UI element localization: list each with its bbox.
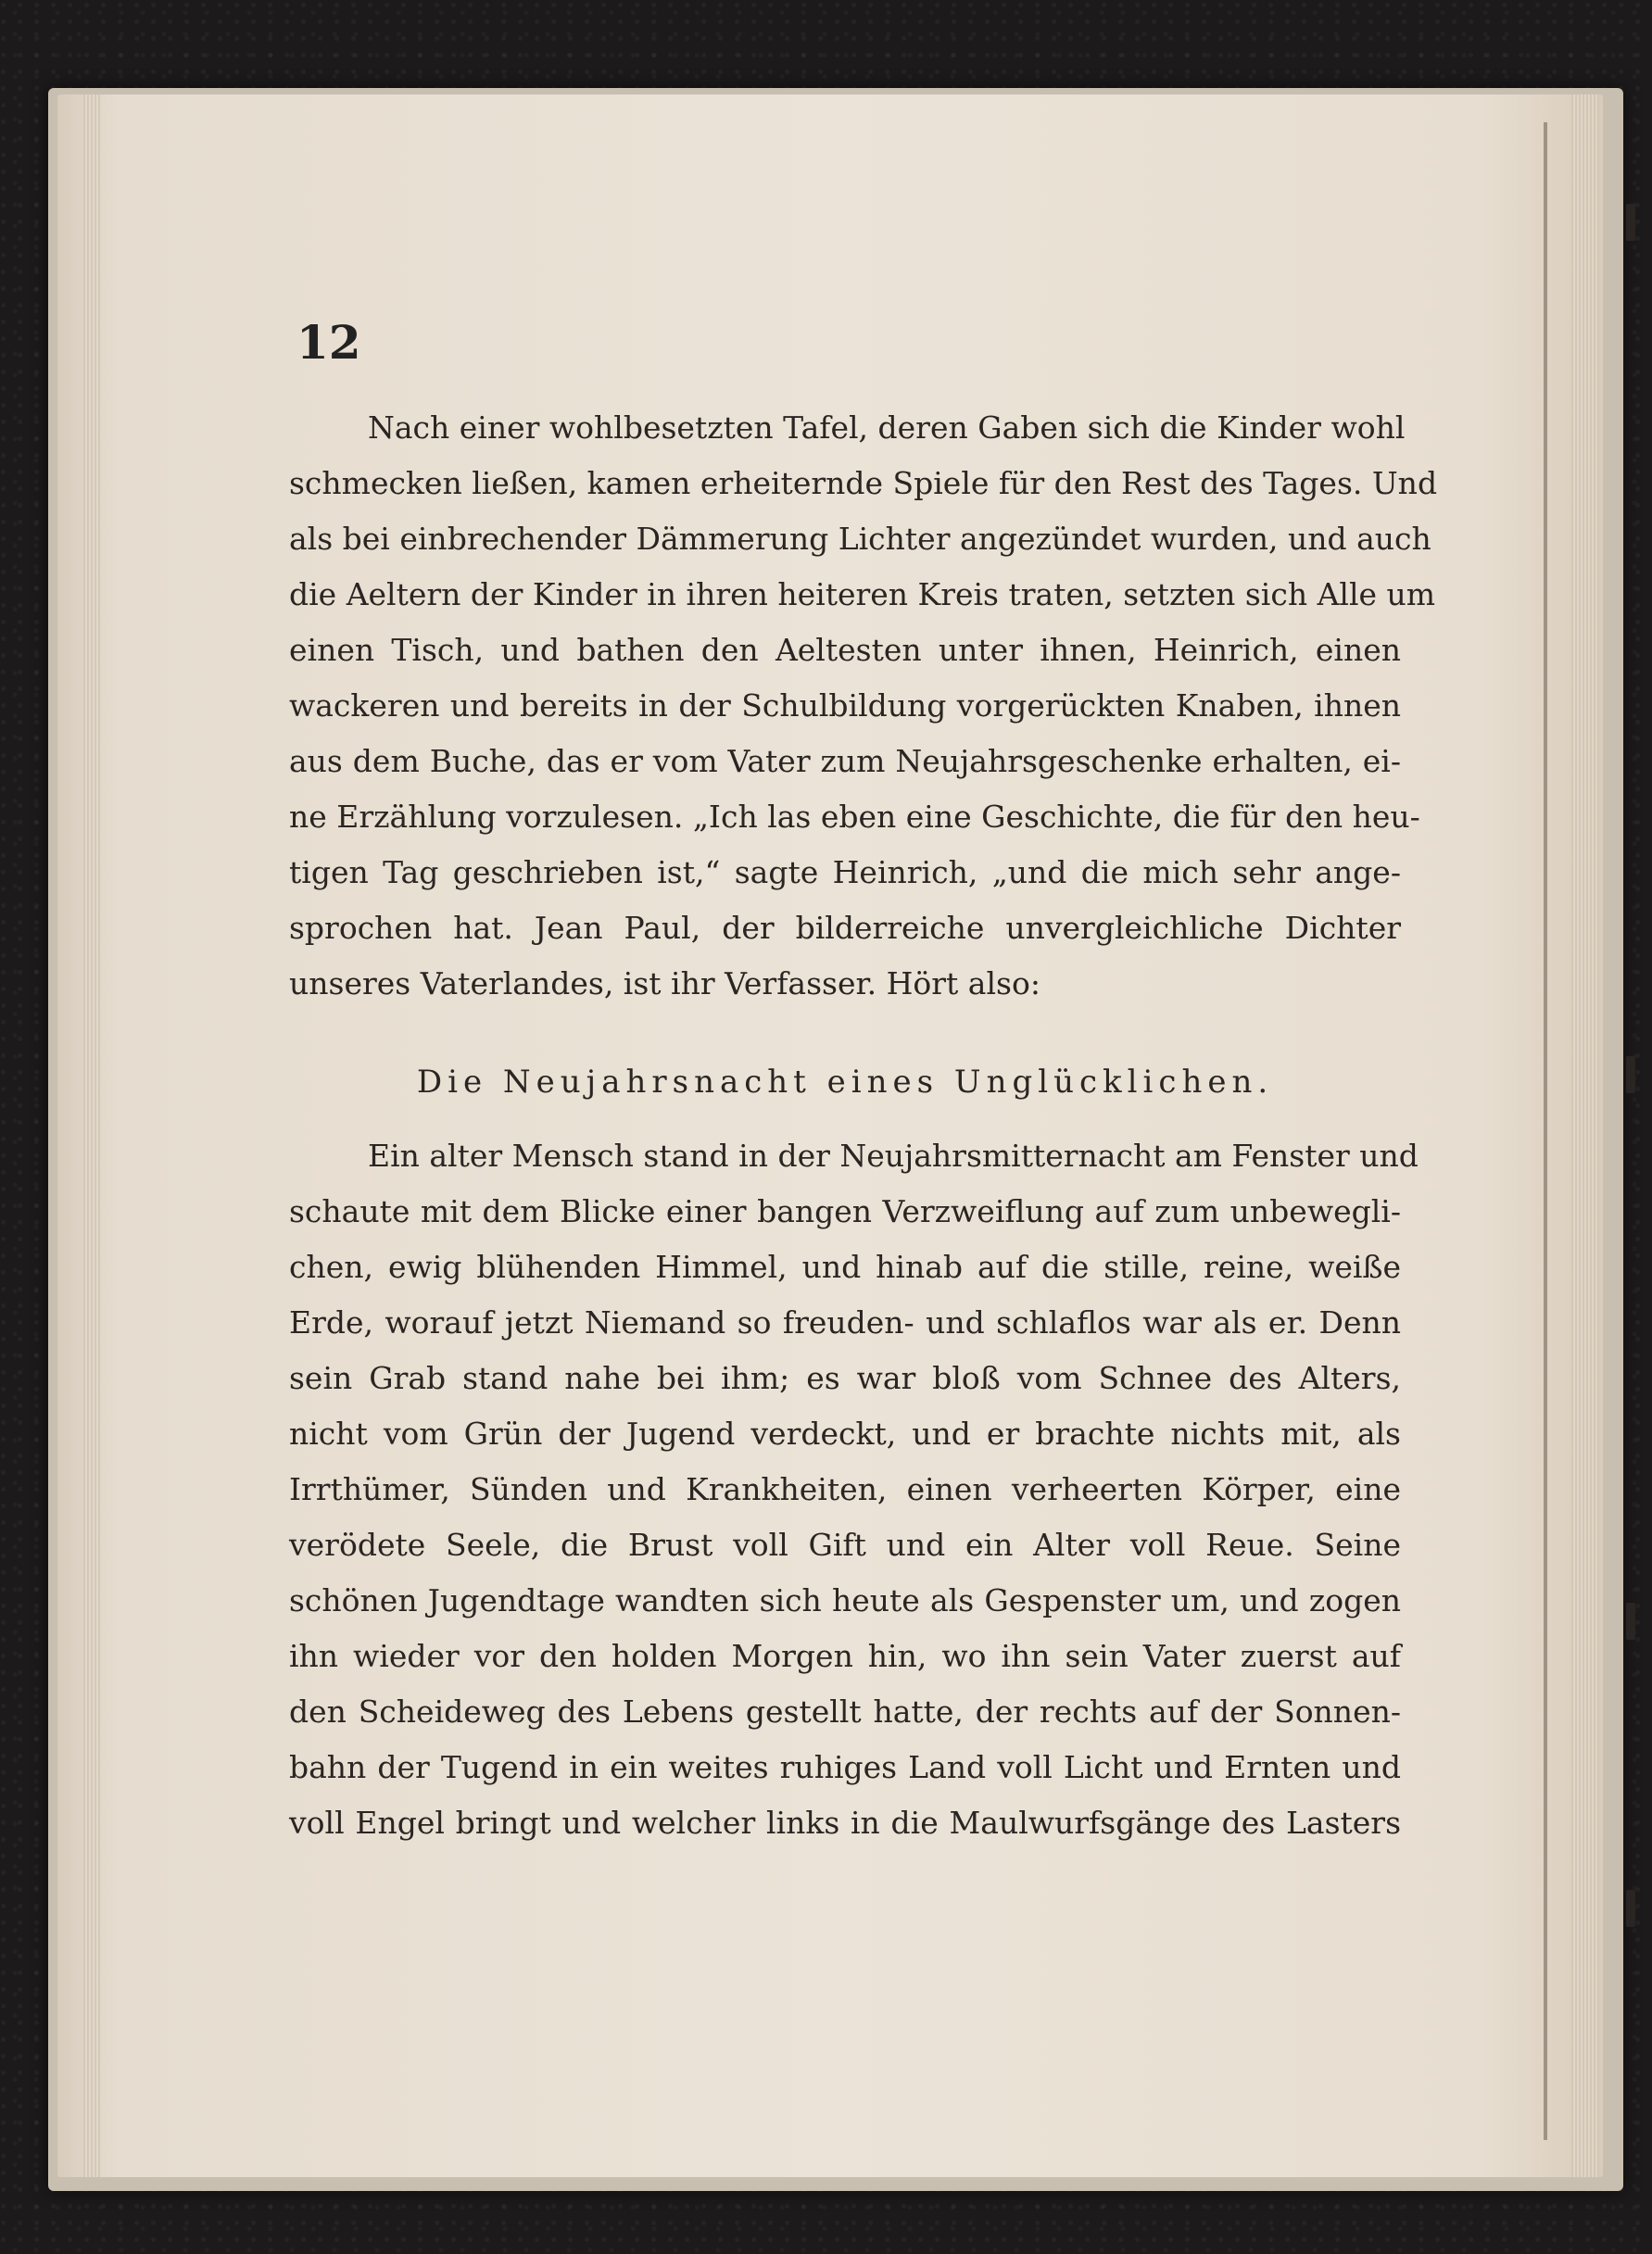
paragraph-intro bbox=[289, 400, 1438, 1012]
text-line: sprochen hat. Jean Paul, der bilderreiche unvergleichliche Dichter bbox=[289, 910, 1401, 946]
text-line: ihn wieder vor den holden Morgen hin, wo ihn sein Vater zuerst auf bbox=[289, 1638, 1401, 1674]
binding-line bbox=[1544, 122, 1547, 2140]
text-line: die Aeltern der Kinder in ihren heiteren Kreis traten, setzten sich Alle um bbox=[289, 576, 1436, 612]
binding-thread-mark bbox=[1626, 1603, 1635, 1640]
text-line: aus dem Buche, das er vom Vater zum Neujahrsgeschenke erhalten, ei- bbox=[289, 743, 1401, 779]
text-line: schönen Jugendtage wandten sich heute als Gespenster um, und zogen bbox=[289, 1582, 1401, 1618]
text-line: wackeren und bereits in der Schulbildung vorgerückten Knaben, ihnen bbox=[289, 687, 1401, 724]
page-edge-left bbox=[83, 94, 102, 2177]
text-line: unseres Vaterlandes, ist ihr Verfasser. Hört also: bbox=[289, 965, 1040, 1001]
text-line: Irrthümer, Sünden und Krankheiten, einen verheerten Körper, eine bbox=[289, 1471, 1401, 1507]
text-line: Ein alter Mensch stand in der Neujahrsmitternacht am Fenster und bbox=[368, 1138, 1419, 1174]
text-line: voll Engel bringt und welcher links in die Maulwurfsgänge des Lasters bbox=[289, 1805, 1401, 1841]
page-number: 12 bbox=[296, 315, 361, 370]
section-heading: Die Neujahrsnacht eines Unglücklichen. bbox=[416, 1064, 1274, 1101]
text-line: einen Tisch, und bathen den Aeltesten unter ihnen, Heinrich, einen bbox=[289, 632, 1401, 668]
text-line: verödete Seele, die Brust voll Gift und ein Alter voll Reue. Seine bbox=[289, 1527, 1401, 1563]
binding-thread-mark bbox=[1626, 1056, 1635, 1093]
text-line: ne Erzählung vorzulesen. „Ich las eben eine Geschichte, die für den heu- bbox=[289, 799, 1420, 835]
binding-thread-mark bbox=[1626, 204, 1635, 241]
text-line: als bei einbrechender Dämmerung Lichter angezündet wurden, und auch bbox=[289, 521, 1431, 557]
text-line: den Scheideweg des Lebens gestellt hatte, der rechts auf der Sonnen- bbox=[289, 1694, 1401, 1730]
paragraph-story bbox=[289, 1128, 1419, 1851]
text-line: sein Grab stand nahe bei ihm; es war bloß vom Schnee des Alters, bbox=[289, 1360, 1401, 1396]
text-line: Erde, worauf jetzt Niemand so freuden- und schlaflos war als er. Denn bbox=[289, 1304, 1401, 1341]
text-line: schaute mit dem Blicke einer bangen Verzweiflung auf zum unbewegli- bbox=[289, 1193, 1401, 1229]
text-line: Nach einer wohlbesetzten Tafel, deren Gaben sich die Kinder wohl bbox=[368, 409, 1406, 446]
page-edge-right bbox=[1571, 94, 1599, 2177]
text-line: tigen Tag geschrieben ist,“ sagte Heinrich, „und die mich sehr ange- bbox=[289, 854, 1401, 890]
text-line: nicht vom Grün der Jugend verdeckt, und er brachte nichts mit, als bbox=[289, 1416, 1401, 1452]
binding-thread-mark bbox=[1626, 1890, 1635, 1927]
text-line: bahn der Tugend in ein weites ruhiges Land voll Licht und Ernten und bbox=[289, 1749, 1401, 1785]
text-line: schmecken ließen, kamen erheiternde Spiele für den Rest des Tages. Und bbox=[289, 465, 1438, 501]
text-line: chen, ewig blühenden Himmel, und hinab auf die stille, reine, weiße bbox=[289, 1249, 1401, 1285]
